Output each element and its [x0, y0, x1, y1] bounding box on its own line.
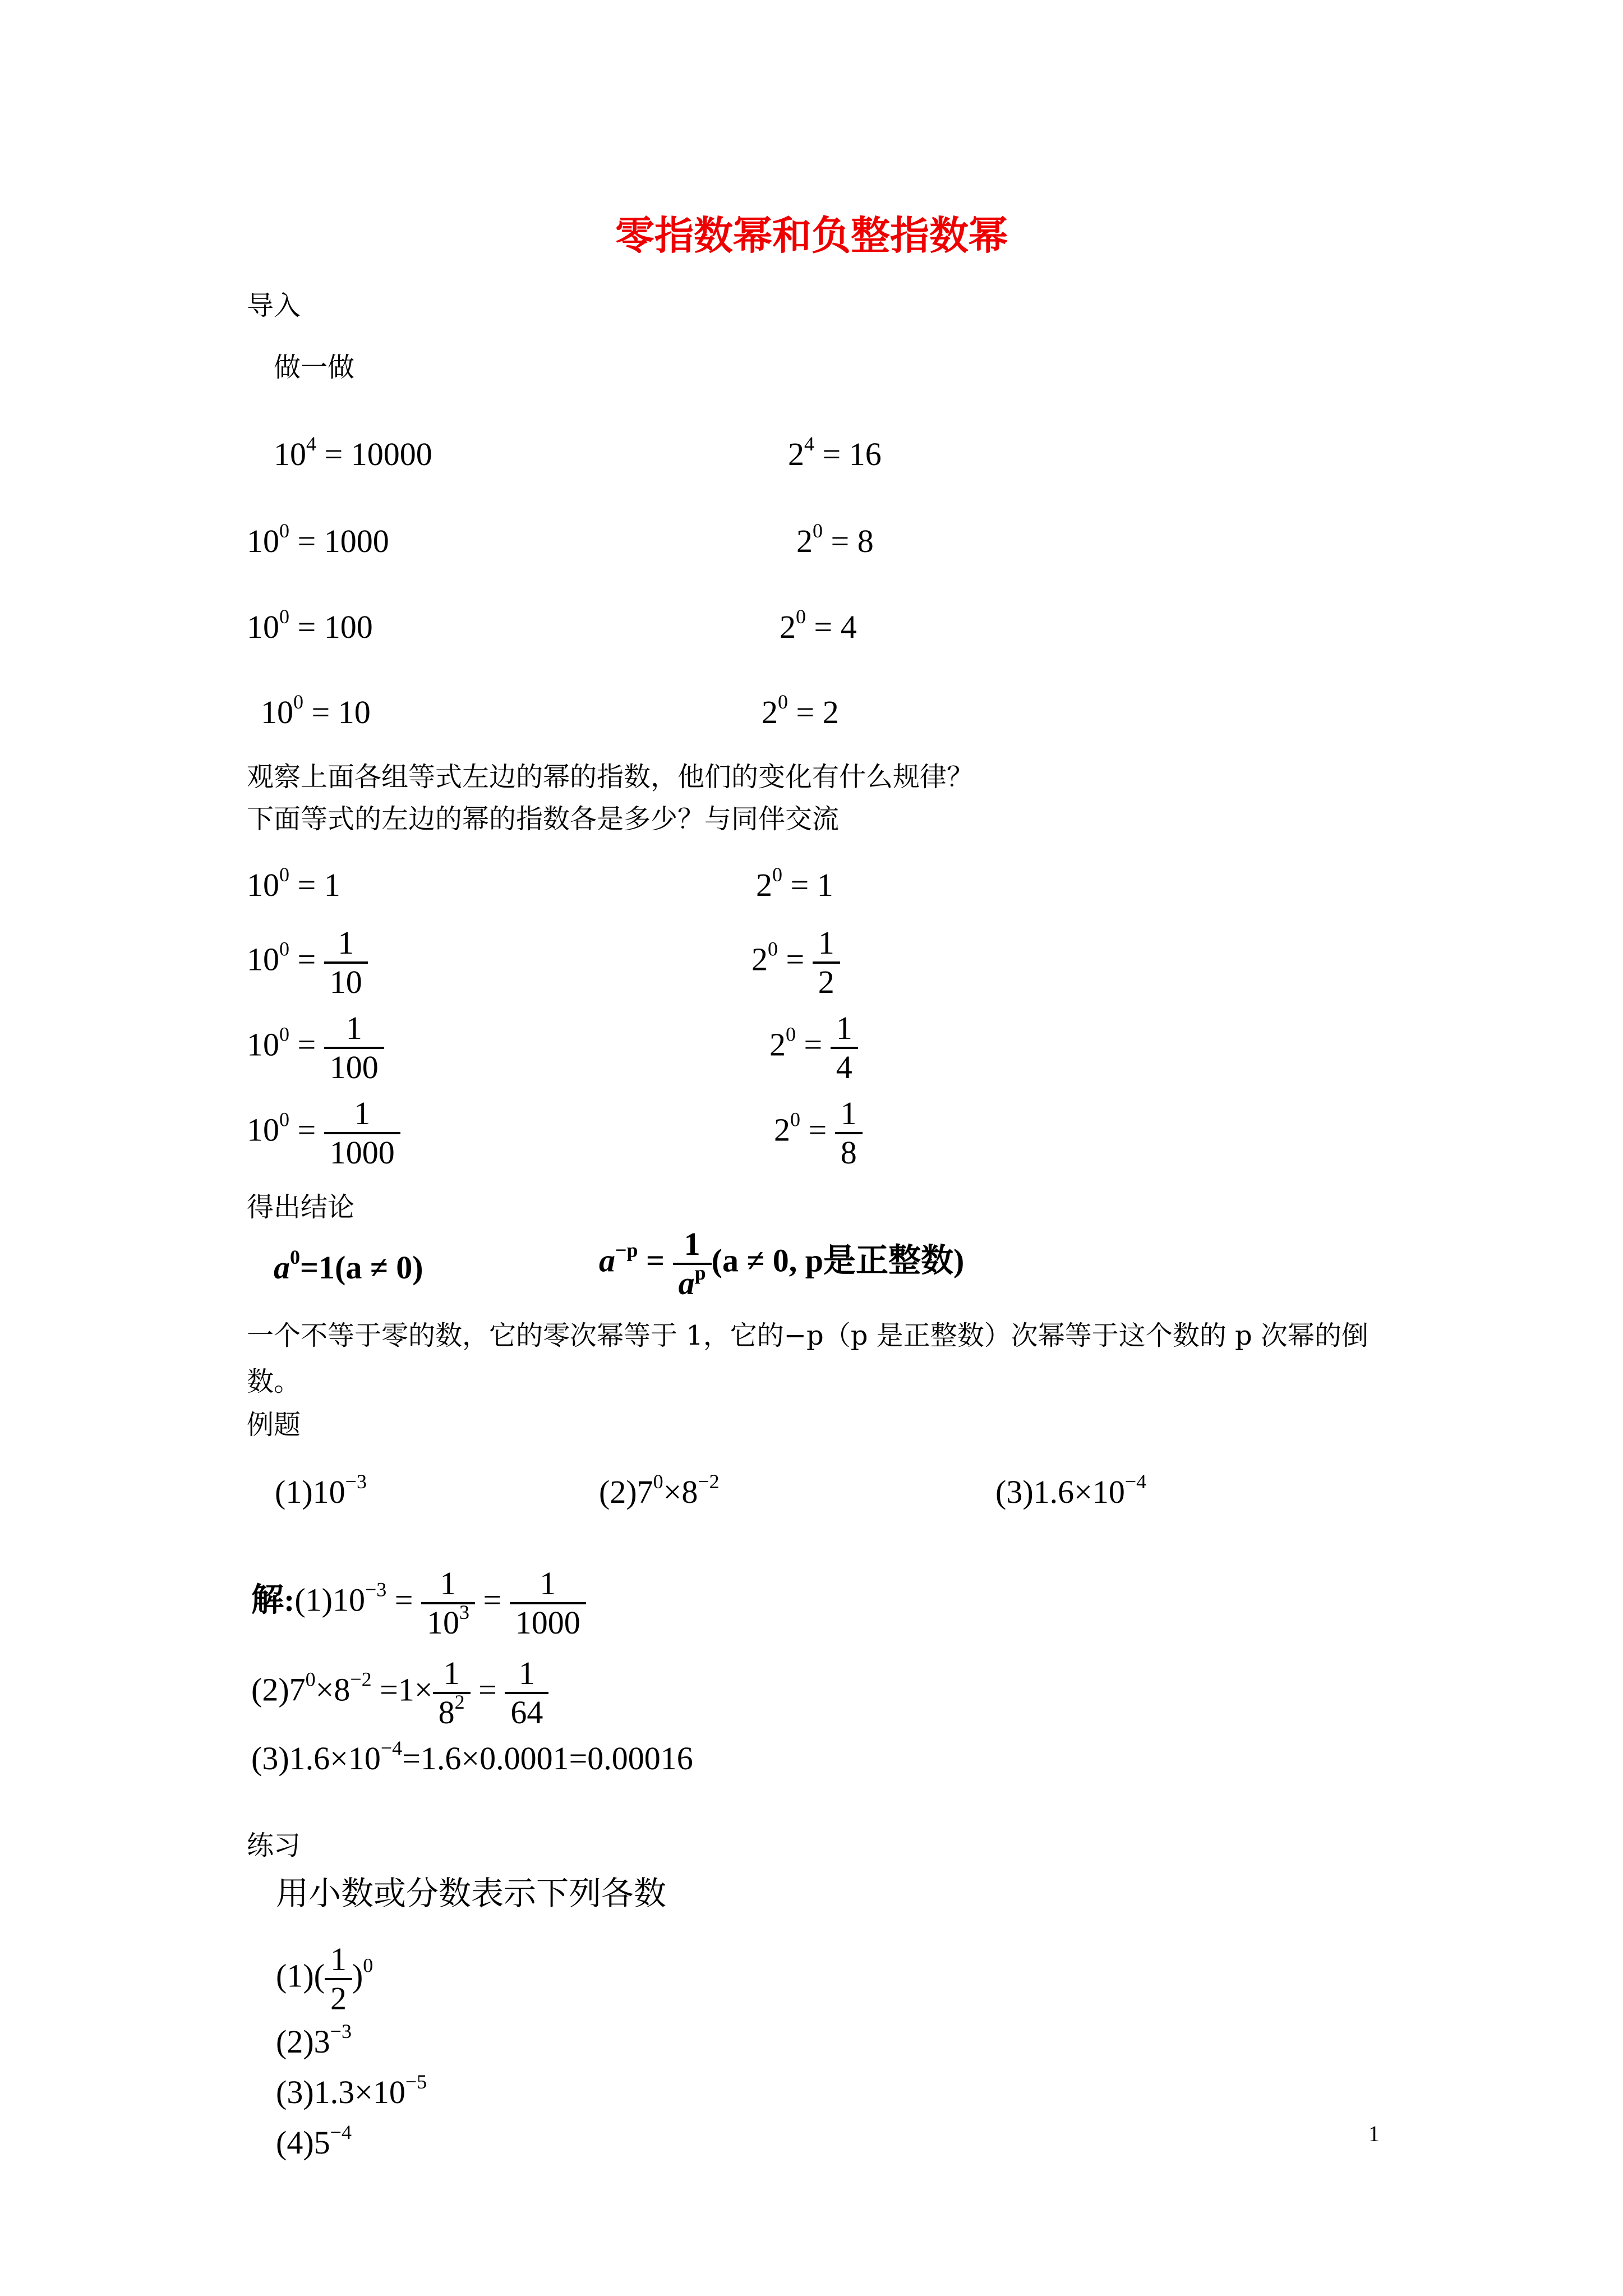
conclusion-text: 一个不等于零的数，它的零次幂等于 1，它的−p（p 是正整数）次幂等于这个数的 p 次幂的倒数。: [247, 1320, 1368, 1397]
equation-left: $10^0 = 100$: [247, 605, 373, 645]
practice-item-2: $(2)3^{-3}$: [276, 2020, 352, 2060]
page-number: 1: [1368, 2121, 1380, 2146]
equation-left: $10^0 = 10$: [261, 691, 371, 730]
solution-line-1: 解$:(1)10^{-3}$ = $\frac{1}{10^3}$ = $\frac{1}{1000}$: [251, 1565, 586, 1641]
section-conclusion: 得出结论: [247, 1191, 355, 1223]
example-item-3: $(3)1.6\times 10^{-4}$: [995, 1470, 1147, 1510]
equation-left: $10^0$ = $\frac{1}{1000}$: [247, 1095, 400, 1171]
practice-item-3: $(3)1.3\times 10^{-5}$: [276, 2070, 427, 2110]
equation-right: $2^0$ = $\frac{1}{8}$: [774, 1095, 863, 1171]
practice-item-1: (1)( $\frac{1}{2}$ )$^0$: [276, 1941, 374, 2017]
equation-right: $2^0 = 4$: [780, 605, 857, 645]
example-item-2: $(2)7^0\times 8^{-2}$: [599, 1470, 720, 1510]
equation-right: $2^4 = 16$: [788, 432, 882, 472]
practice-item-4: $(4)5^{-4}$: [276, 2121, 352, 2161]
negative-exponent-formula: $a^{-p}$ = $\frac{1}{a^p}$ (a ≠ 0, p是正整数): [599, 1226, 965, 1301]
practice-heading: 用小数或分数表示下列各数: [276, 1874, 667, 1912]
observe-question-2: 下面等式的左边的幂的指数各是多少？与同伴交流: [247, 803, 840, 835]
solution-line-2: $(2)7^0\times 8^{-2} =1\times$ $\frac{1}{8^2}$ = $\frac{1}{64}$: [251, 1655, 548, 1731]
section-example: 例题: [247, 1409, 301, 1441]
observe-question-1: 观察上面各组等式左边的幂的指数，他们的变化有什么规律？: [247, 761, 974, 793]
equation-left: $10^4 = 10000$: [274, 432, 432, 472]
equation-right: $2^0$ = $\frac{1}{4}$: [769, 1010, 858, 1086]
equation-left: $10^0 = 1000$: [247, 519, 389, 559]
equation-left: $10^0$ = $\frac{1}{10}$: [247, 924, 368, 1001]
section-intro: 导入: [247, 290, 301, 321]
equation-left: $10^0 = 1$: [247, 863, 340, 903]
section-try: 做一做: [274, 352, 355, 383]
solution-line-3: $(3)1.6\times 10^{-4}=1.6\times 0.0001=0.00016$: [251, 1737, 693, 1777]
zero-exponent-formula: $a^0=1(a \ne 0)$: [274, 1246, 423, 1286]
equation-left: $10^0$ = $\frac{1}{100}$: [247, 1010, 384, 1086]
page-title: 零指数幂和负整指数幂: [615, 212, 1008, 259]
equation-right: $2^0$ = $\frac{1}{2}$: [751, 924, 840, 1001]
equation-right: $2^0 = 2$: [762, 691, 839, 730]
equation-right: $2^0 = 1$: [756, 863, 833, 903]
equation-right: $2^0 = 8$: [796, 519, 874, 559]
example-item-1: $(1)10^{-3}$: [275, 1470, 367, 1510]
section-practice: 练习: [247, 1830, 301, 1861]
